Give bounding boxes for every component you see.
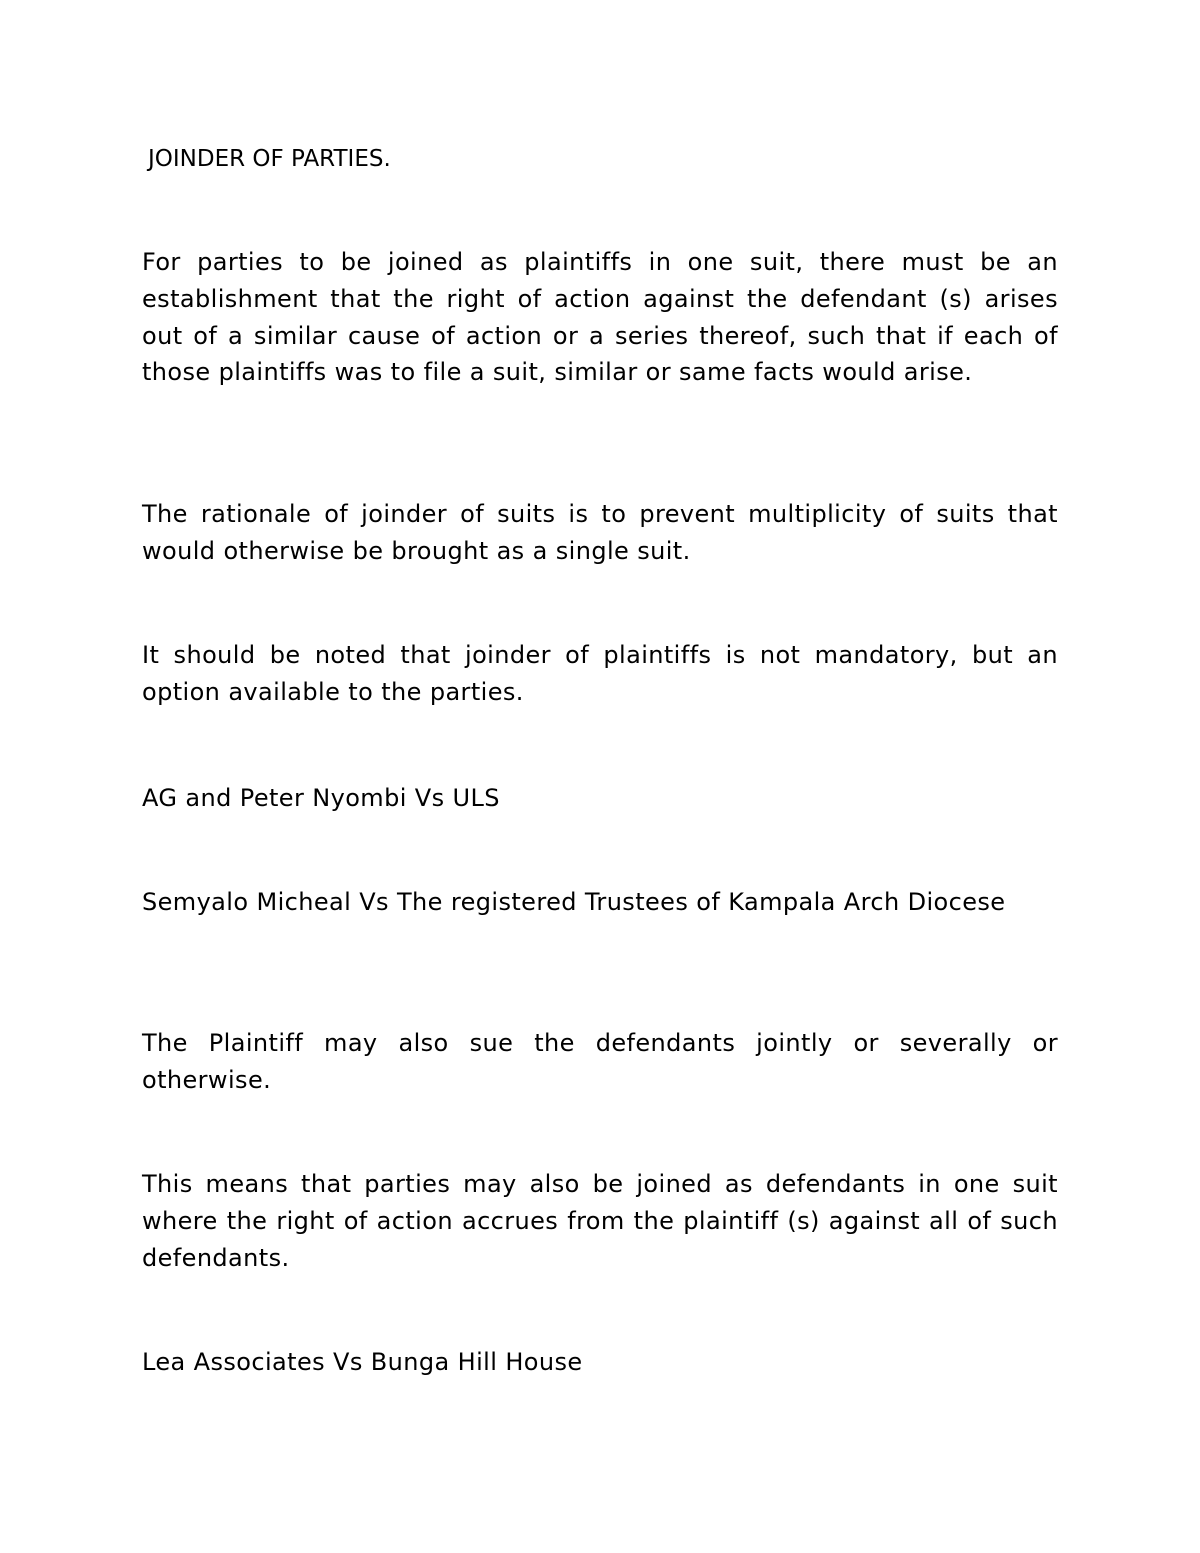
case-citation-semyalo: Semyalo Micheal Vs The registered Trustees of Kampala Arch Diocese bbox=[142, 888, 1006, 916]
paragraph-joinder-plaintiffs: For parties to be joined as plaintiffs in one suit, there must be an establishment that the right of action against the defendant (s) arises out of a similar cause of action or a series thereof, such that if each of those plaintiffs was to file a suit, similar or same facts would arise. bbox=[142, 248, 1058, 387]
paragraph-rationale: The rationale of joinder of suits is to prevent multiplicity of suits that would otherwise be brought as a single suit. bbox=[142, 500, 1058, 565]
document-title: JOINDER OF PARTIES. bbox=[148, 146, 391, 172]
paragraph-not-mandatory: It should be noted that joinder of plaintiffs is not mandatory, but an option available to the parties. bbox=[142, 641, 1058, 706]
paragraph-joinder-defendants: This means that parties may also be joined as defendants in one suit where the right of action accrues from the plaintiff (s) against all of such defendants. bbox=[142, 1170, 1058, 1272]
paragraph-sue-defendants: The Plaintiff may also sue the defendants jointly or severally or otherwise. bbox=[142, 1029, 1058, 1094]
case-citation-ag-nyombi: AG and Peter Nyombi Vs ULS bbox=[142, 784, 500, 812]
case-citation-lea-associates: Lea Associates Vs Bunga Hill House bbox=[142, 1348, 583, 1376]
